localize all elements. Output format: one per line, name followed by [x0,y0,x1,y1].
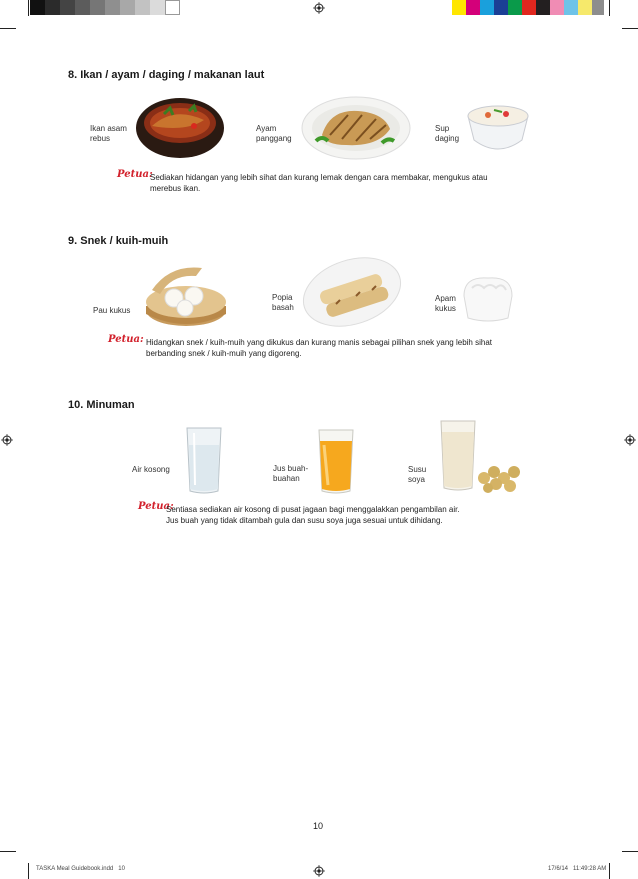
crop-mark [0,851,16,852]
steamed-bun-basket-icon [140,262,232,330]
tip-word: Petua: [108,334,144,345]
juice-glass-icon [316,427,356,495]
food-label: Susu soya [408,465,427,484]
gray-color-bar [30,0,188,15]
food-label: Apam kukus [435,294,456,313]
food-label: Pau kukus [93,306,131,315]
food-label: Jus buah- buahan [273,464,309,483]
food-label: Popia basah [272,293,294,312]
crop-mark [622,851,638,852]
food-label: Air kosong [132,465,170,474]
crop-mark [609,863,610,879]
tip-word: Petua: [117,169,153,180]
page-number: 10 [313,821,324,831]
crop-mark [28,863,29,879]
tip-word: Petua: [138,501,174,512]
soy-milk-glass-icon [438,418,524,496]
food-label: Ayam panggang [256,124,292,143]
footer-timestamp: 17/6/14 11:49:28 AM [548,866,607,872]
soup-bowl-icon [464,96,532,158]
registration-mark-icon [1,434,13,446]
tip-text: Hidangkan snek / kuih-muih yang dikukus dan kurang manis sebagai pilihan snek yang lebih sihat berbanding snek / kuih-muih yang digoreng. [146,338,492,358]
fish-curry-bowl-icon [134,96,226,160]
spring-roll-plate-icon [300,252,404,328]
crop-mark [622,28,638,29]
steamed-cake-icon [458,272,518,324]
registration-mark-icon [313,2,325,14]
section-title: 8. Ikan / ayam / daging / makanan laut [68,69,265,81]
registration-mark-icon [624,434,636,446]
grilled-chicken-plate-icon [300,95,412,161]
tip-text: Sentiasa sediakan air kosong di pusat jagaan bagi menggalakkan pengambilan air. Jus buah yang tidak ditambah gula dan susu soya juga sesuai untuk dihidang. [166,505,460,525]
food-label: Ikan asam rebus [90,124,127,143]
crop-mark [609,0,610,16]
section-title: 9. Snek / kuih-muih [68,235,169,247]
crop-mark [28,0,29,16]
food-label: Sup daging [435,124,460,143]
crop-mark [0,28,16,29]
cmyk-color-bar [452,0,604,15]
registration-mark-icon [313,865,325,877]
tip-text: Sediakan hidangan yang lebih sihat dan kurang lemak dengan cara membakar, mengukus atau merebus ikan. [150,173,488,193]
section-title: 10. Minuman [68,399,135,411]
water-glass-icon [184,425,224,495]
footer-file: TASKA Meal Guidebook.indd 10 [36,866,125,872]
